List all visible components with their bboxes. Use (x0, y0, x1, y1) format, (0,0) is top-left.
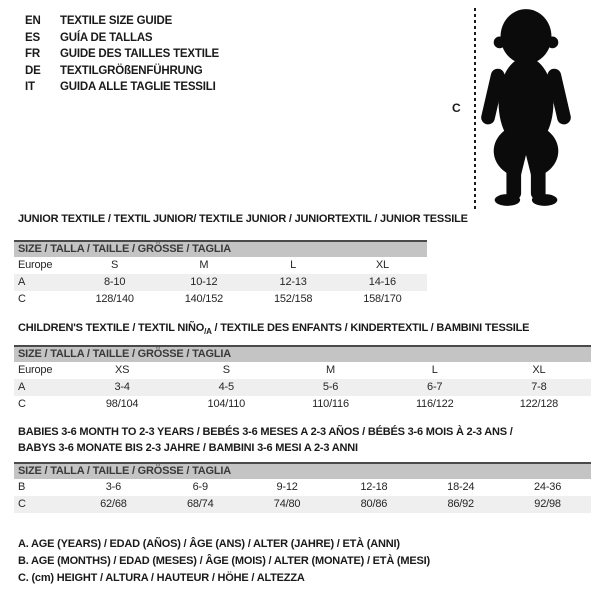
language-label: GUÍA DE TALLAS (60, 31, 153, 44)
language-row-es (25, 30, 219, 47)
row-label: A (18, 276, 26, 288)
height-cell: 68/74 (186, 498, 214, 510)
row-label: C (18, 398, 26, 410)
age-cell: 6-9 (192, 481, 208, 493)
height-cell: 74/80 (273, 498, 301, 510)
language-code: EN (25, 15, 41, 27)
language-row-en (25, 13, 219, 30)
language-label: TEXTILGRÖßENFÜHRUNG (60, 64, 203, 77)
junior-size-table (14, 240, 427, 308)
height-cell: 98/104 (105, 398, 139, 410)
age-cell: 3-4 (114, 381, 130, 393)
language-row-it (25, 79, 219, 96)
age-cell: 10-12 (190, 276, 218, 288)
age-cell: 8-10 (104, 276, 126, 288)
footnote-a: A. AGE (YEARS) / EDAD (AÑOS) / ÂGE (ANS) / ALTER (JAHRE) / ETÀ (ANNI) (18, 538, 400, 550)
row-label: A (18, 381, 26, 393)
height-cell: 158/170 (363, 293, 402, 305)
junior-section-title: JUNIOR TEXTILE / TEXTIL JUNIOR/ TEXTILE JUNIOR / JUNIORTEXTIL / JUNIOR TESSILE (18, 213, 468, 225)
babies-size-table (14, 462, 591, 513)
size-cell: L (431, 364, 438, 376)
age-cell: 5-6 (322, 381, 339, 393)
size-cell: S (222, 364, 230, 376)
height-cell: 110/116 (312, 398, 349, 410)
children-title-part2: / TEXTILE DES ENFANTS / KINDERTEXTIL / BAMBINI TESSILE (211, 322, 530, 334)
language-code: IT (25, 81, 35, 93)
age-cell: 18-24 (447, 481, 475, 493)
language-label: TEXTILE SIZE GUIDE (60, 15, 173, 27)
language-list (25, 13, 219, 96)
size-cell: S (111, 259, 119, 271)
footnotes (18, 536, 430, 587)
age-cell: 14-16 (368, 276, 396, 288)
height-cell: 140/152 (184, 293, 224, 305)
children-title-subscript: /A (204, 327, 212, 337)
size-cell: XL (375, 259, 389, 271)
table-row-height (14, 396, 591, 413)
age-cell: 12-18 (360, 481, 388, 493)
language-label: GUIDA ALLE TAGLIE TESSILI (60, 81, 216, 93)
age-cell: 24-36 (533, 481, 562, 493)
height-cell: 116/122 (415, 398, 454, 410)
size-cell: XS (114, 364, 130, 376)
size-cell: L (290, 259, 297, 271)
age-cell: 3-6 (105, 481, 122, 493)
row-label: C (18, 293, 26, 305)
children-title-part1: CHILDREN'S TEXTILE / TEXTIL NIÑO (18, 322, 205, 334)
footnote-c: C. (cm) HEIGHT / ALTURA / HAUTEUR / HÖHE / ALTEZZA (18, 572, 305, 584)
row-label: B (18, 481, 26, 493)
size-cell: M (326, 364, 335, 376)
age-cell: 7-8 (531, 381, 547, 393)
table-row-age (14, 274, 427, 291)
height-cell: 128/140 (95, 293, 134, 305)
babies-title-line2: BABYS 3-6 MONATE BIS 2-3 JAHRE / BAMBINI 3-6 MESI A 2-3 ANNI (18, 442, 358, 454)
language-code: ES (25, 31, 40, 44)
babies-section-title (18, 424, 513, 456)
age-cell: 6-7 (427, 381, 443, 393)
table-row-age (14, 379, 591, 396)
age-cell: 4-5 (218, 381, 234, 393)
table-row-europe (14, 257, 427, 274)
baby-silhouette-icon (480, 6, 572, 208)
height-cell: 104/110 (207, 398, 246, 410)
table-row-height (14, 291, 427, 308)
age-cell: 9-12 (276, 481, 298, 493)
table-row-age-months (14, 479, 591, 496)
height-cell: 62/68 (100, 498, 127, 510)
row-label: C (18, 498, 26, 510)
language-code: FR (25, 48, 40, 60)
height-cell: 152/158 (273, 293, 313, 305)
children-size-table (14, 345, 591, 413)
babies-title-line1: BABIES 3-6 MONTH TO 2-3 YEARS / BEBÉS 3-6 MESES A 2-3 AÑOS / BÉBÉS 3-6 MOIS À 2-3 ANS / (18, 426, 513, 438)
language-label: GUIDE DES TAILLES TEXTILE (60, 48, 219, 60)
language-row-de (25, 63, 219, 80)
row-label: Europe (18, 364, 53, 376)
row-label: Europe (18, 259, 53, 271)
language-code: DE (25, 64, 41, 77)
height-measure-label: C (452, 101, 461, 115)
table-row-height (14, 496, 591, 513)
children-section-title (18, 320, 529, 340)
size-cell: XL (532, 364, 546, 376)
age-cell: 12-13 (279, 276, 307, 288)
height-measure-dashed-line (474, 8, 476, 210)
height-cell: 122/128 (519, 398, 559, 410)
height-cell: 80/86 (360, 498, 388, 510)
footnote-b: B. AGE (MONTHS) / EDAD (MESES) / ÂGE (MOIS) / ALTER (MONATE) / ETÀ (MESI) (18, 555, 430, 567)
babies-size-header: SIZE / TALLA / TAILLE / GRÖSSE / TAGLIA (14, 462, 591, 479)
junior-size-header: SIZE / TALLA / TAILLE / GRÖSSE / TAGLIA (14, 240, 427, 257)
height-cell: 92/98 (534, 498, 561, 510)
table-row-europe (14, 362, 591, 379)
language-row-fr (25, 46, 219, 63)
size-cell: M (199, 259, 209, 271)
height-cell: 86/92 (447, 498, 474, 510)
children-size-header: SIZE / TALLA / TAILLE / GRÖSSE / TAGLIA (14, 345, 591, 362)
